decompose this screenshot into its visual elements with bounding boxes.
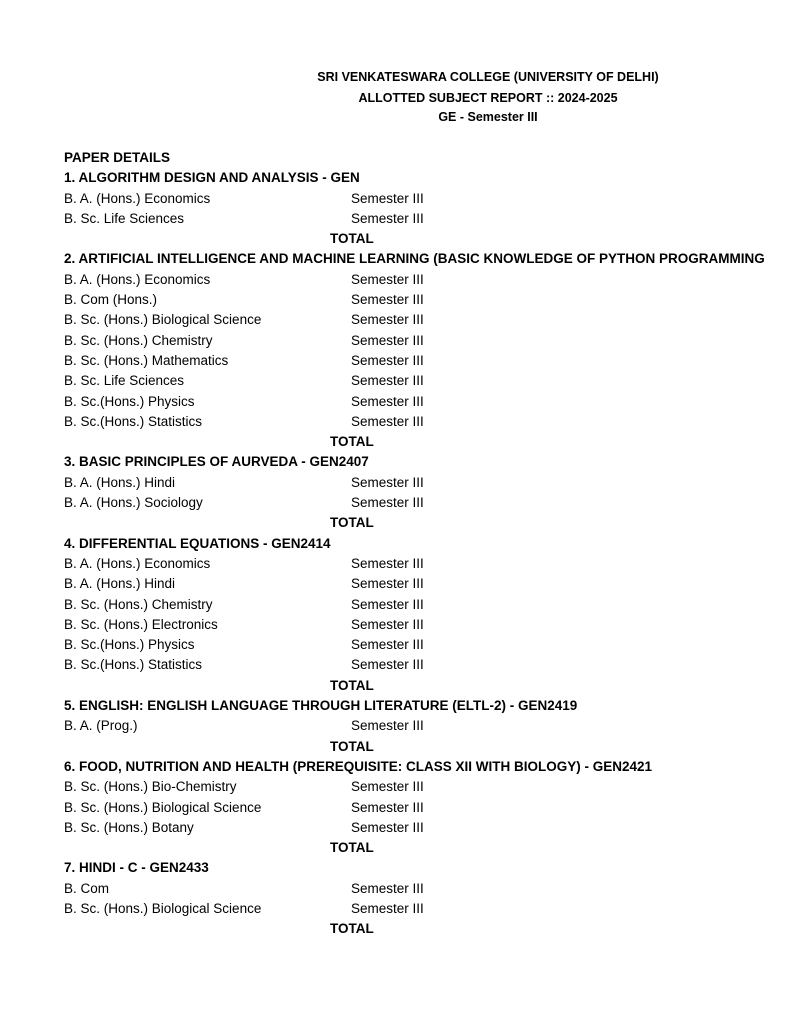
total-row xyxy=(64,432,637,452)
course-name: B. Sc. (Hons.) Chemistry xyxy=(64,596,213,612)
semester-cell: Semester III xyxy=(351,271,424,287)
table-row xyxy=(64,818,637,838)
course-name: B. Sc. (Hons.) Electronics xyxy=(64,616,218,632)
total-label: TOTAL xyxy=(330,515,374,531)
total-label: TOTAL xyxy=(330,840,374,856)
semester-cell: Semester III xyxy=(351,657,424,673)
semester-cell: Semester III xyxy=(351,576,424,592)
course-name: B. Sc.(Hons.) Physics xyxy=(64,393,195,409)
semester-cell: Semester III xyxy=(351,637,424,653)
semester-cell: Semester III xyxy=(351,474,424,490)
paper-title: 4. DIFFERENTIAL EQUATIONS - GEN2414 xyxy=(64,535,331,551)
table-row xyxy=(64,209,637,229)
table-row xyxy=(64,716,637,736)
table-row xyxy=(64,392,637,412)
semester-cell: Semester III xyxy=(351,210,424,226)
table-row xyxy=(64,270,637,290)
table-row xyxy=(64,574,637,594)
course-name: B. Com xyxy=(64,880,110,896)
course-name: B. A. (Prog.) xyxy=(64,718,138,734)
semester-cell: Semester III xyxy=(351,373,424,389)
semester-cell: Semester III xyxy=(351,718,424,734)
semester-cell: Semester III xyxy=(351,779,424,795)
total-row xyxy=(64,513,637,533)
course-name: B. Sc. (Hons.) Biological Science xyxy=(64,900,262,916)
course-name: B. Com (Hons.) xyxy=(64,292,158,308)
college-name: SRI VENKATESWARA COLLEGE (UNIVERSITY OF DELHI) xyxy=(317,70,659,84)
semester-cell: Semester III xyxy=(351,616,424,632)
total-row xyxy=(64,229,637,249)
table-row xyxy=(64,879,637,899)
course-name: B. Sc. Life Sciences xyxy=(64,210,185,226)
course-name: B. Sc.(Hons.) Physics xyxy=(64,637,195,653)
table-row xyxy=(64,310,637,330)
table-row xyxy=(64,371,637,391)
course-name: B. A. (Hons.) Economics xyxy=(64,555,211,571)
course-name: B. A. (Hons.) Sociology xyxy=(64,495,203,511)
table-row xyxy=(64,777,637,797)
total-row xyxy=(64,919,637,939)
course-name: B. Sc. (Hons.) Botany xyxy=(64,819,194,835)
semester-cell: Semester III xyxy=(351,799,424,815)
course-name: B. Sc. (Hons.) Biological Science xyxy=(64,799,262,815)
semester-cell: Semester III xyxy=(351,555,424,571)
total-label: TOTAL xyxy=(330,921,374,937)
table-row xyxy=(64,655,637,675)
table-row xyxy=(64,899,637,919)
semester-cell: Semester III xyxy=(351,190,424,206)
total-label: TOTAL xyxy=(330,738,374,754)
course-name: B. A. (Hons.) Economics xyxy=(64,271,211,287)
semester-cell: Semester III xyxy=(351,819,424,835)
table-row xyxy=(64,493,637,513)
table-row xyxy=(64,554,637,574)
table-row xyxy=(64,412,637,432)
paper-title: 3. BASIC PRINCIPLES OF AURVEDA - GEN2407 xyxy=(64,454,369,470)
semester-cell: Semester III xyxy=(351,332,424,348)
semester-title: GE - Semester III xyxy=(438,110,538,124)
table-row xyxy=(64,635,637,655)
course-name: B. Sc. (Hons.) Bio-Chemistry xyxy=(64,779,237,795)
paper-title: 5. ENGLISH: ENGLISH LANGUAGE THROUGH LITERATURE (ELTL-2) - GEN2419 xyxy=(64,698,578,714)
course-name: B. Sc. Life Sciences xyxy=(64,373,185,389)
semester-cell: Semester III xyxy=(351,292,424,308)
semester-cell: Semester III xyxy=(351,352,424,368)
table-row xyxy=(64,351,637,371)
total-row xyxy=(64,676,637,696)
course-name: B. Sc.(Hons.) Statistics xyxy=(64,657,203,673)
table-row xyxy=(64,595,637,615)
report-title: ALLOTTED SUBJECT REPORT :: 2024-2025 xyxy=(358,91,618,105)
semester-cell: Semester III xyxy=(351,596,424,612)
paper-title: 7. HINDI - C - GEN2433 xyxy=(64,860,209,876)
paper-title: 6. FOOD, NUTRITION AND HEALTH (PREREQUISITE: CLASS XII WITH BIOLOGY) - GEN2421 xyxy=(64,758,653,774)
table-row xyxy=(64,473,637,493)
table-row xyxy=(64,615,637,635)
semester-cell: Semester III xyxy=(351,312,424,328)
paper-title: 1. ALGORITHM DESIGN AND ANALYSIS - GEN xyxy=(64,170,360,186)
course-name: B. Sc.(Hons.) Statistics xyxy=(64,413,203,429)
course-name: B. Sc. (Hons.) Biological Science xyxy=(64,312,262,328)
table-row xyxy=(64,290,637,310)
total-label: TOTAL xyxy=(330,434,374,450)
paper-details xyxy=(64,148,765,940)
table-row xyxy=(64,798,637,818)
semester-cell: Semester III xyxy=(351,900,424,916)
semester-cell: Semester III xyxy=(351,393,424,409)
paper-title: 2. ARTIFICIAL INTELLIGENCE AND MACHINE LEARNING (BASIC KNOWLEDGE OF PYTHON PROGRAMMING xyxy=(64,251,765,267)
table-row xyxy=(64,331,637,351)
total-label: TOTAL xyxy=(330,231,374,247)
semester-cell: Semester III xyxy=(351,880,424,896)
semester-cell: Semester III xyxy=(351,495,424,511)
total-row xyxy=(64,838,637,858)
table-row xyxy=(64,189,637,209)
course-name: B. A. (Hons.) Economics xyxy=(64,190,211,206)
section-label: PAPER DETAILS xyxy=(64,150,171,165)
semester-cell: Semester III xyxy=(351,413,424,429)
total-row xyxy=(64,737,637,757)
course-name: B. A. (Hons.) Hindi xyxy=(64,474,176,490)
course-name: B. A. (Hons.) Hindi xyxy=(64,576,176,592)
course-name: B. Sc. (Hons.) Mathematics xyxy=(64,352,229,368)
total-label: TOTAL xyxy=(330,677,374,693)
course-name: B. Sc. (Hons.) Chemistry xyxy=(64,332,213,348)
